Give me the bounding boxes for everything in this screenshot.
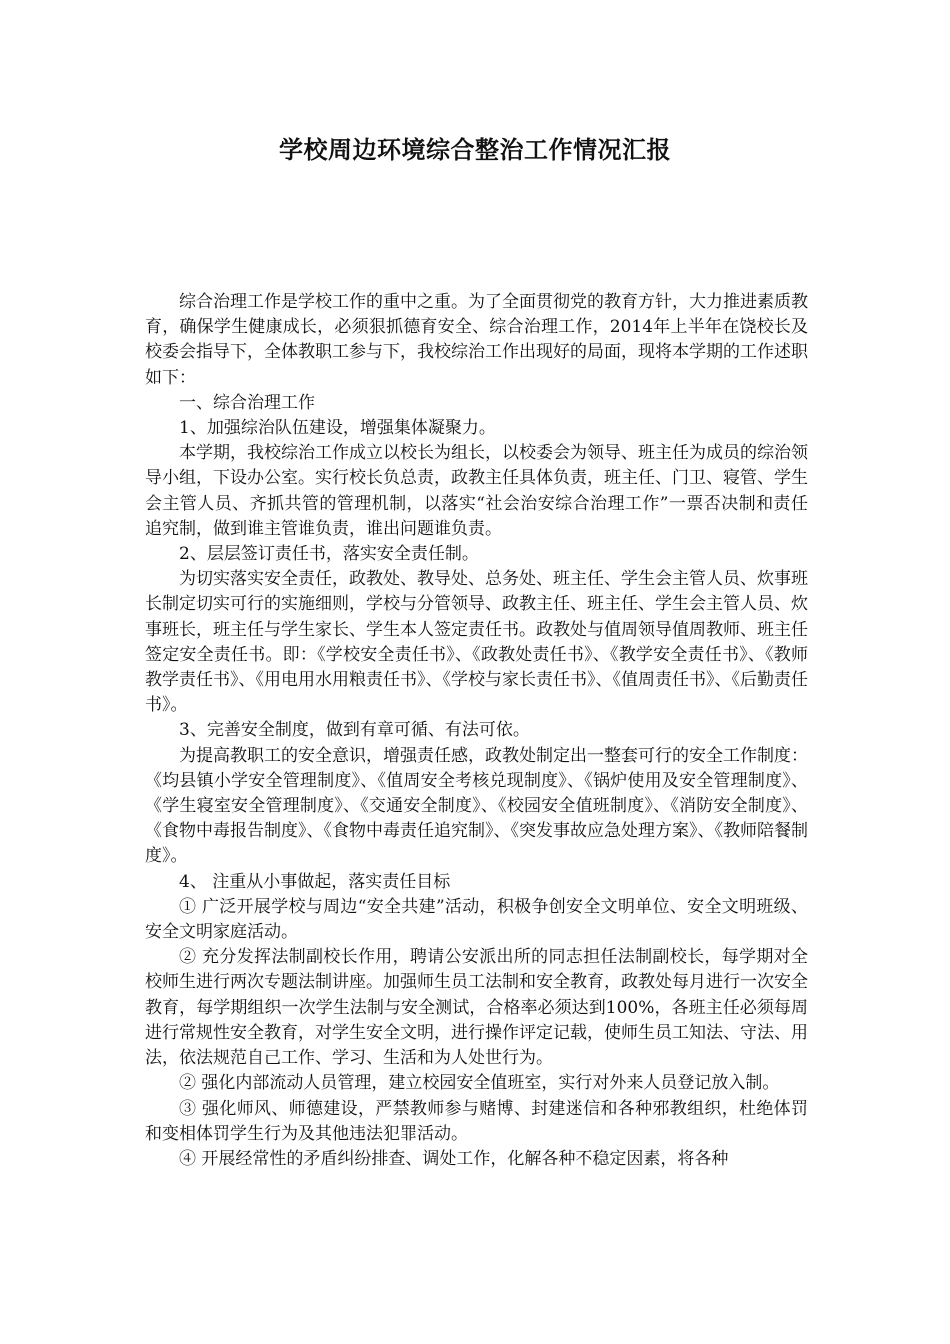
subheading-1: 1、加强综治队伍建设，增强集体凝聚力。 — [179, 418, 496, 439]
subheading-2: 2、层层签订责任书，落实安全责任制。 — [179, 544, 479, 565]
paragraph-intro: 综合治理工作是学校工作的重中之重。为了全面贯彻党的教育方针，大力推进素质教育，确保学生健康成长，必须狠抓德育安全、综合治理工作，2014年上半年在饶校长及校委会指导下，全体教职工参与下，我校综治工作出现好的局面，现将本学期的工作述职如下： — [145, 292, 808, 388]
paragraph-rules: 为提高教职工的安全意识，增强责任感，政教处制定出一整套可行的安全工作制度：《均县镇小学安全管理制度》、《值周安全考核兑现制度》、《锅炉使用及安全管理制度》、《学生寝室安全管理制度》、《交通安全制度》、《校园安全值班制度》、《消防安全制度》、《食物中毒报告制度》、《食物中毒责任追究制》、《突发事故应急处理方案》、《教师陪餐制度》。 — [145, 745, 808, 867]
paragraph-team: 本学期，我校综治工作成立以校长为组长，以校委会为领导、班主任为成员的综治领导小组，下设办公室。实行校长负总责，政教主任具体负责，班主任、门卫、寝管、学生会主管人员、齐抓共管的管理机制，以落实“社会治安综合治理工作”一票否决制和责任追究制，做到谁主管谁负责，谁出问题谁负责。 — [145, 443, 808, 539]
list-item-4: ③ 强化师风、师德建设，严禁教师参与赌博、封建迷信和各种邪教组织，杜绝体罚和变相体罚学生行为及其他违法犯罪活动。 — [145, 1098, 808, 1144]
list-item-5: ④ 开展经常性的矛盾纠纷排查、调处工作，化解各种不稳定因素，将各种 — [179, 1148, 729, 1169]
paragraph-responsibility: 为切实落实安全责任，政教处、教导处、总务处、班主任、学生会主管人员、炊事班长制定切实可行的实施细则，学校与分管领导、政教主任、班主任、学生会主管人员、炊事班长，班主任与学生家长、学生本人签定责任书。政教处与值周领导值周教师、班主任签定安全责任书。即：《学校安全责任书》、《政教处责任书》、《教学安全责任书》、《教师教学责任书》、《用电用水用粮责任书》、《学校与家长责任书》、《值周责任书》、《后勤责任书》。 — [145, 569, 808, 716]
document-title: 学校周边环境综合整治工作情况汇报 — [279, 135, 671, 164]
list-item-2: ② 充分发挥法制副校长作用，聘请公安派出所的同志担任法制副校长，每学期对全校师生进行两次专题法制讲座。加强师生员工法制和安全教育，政教处每月进行一次安全教育，每学期组织一次学生法制与安全测试，合格率必须达到100%，各班主任必须每周进行常规性安全教育，对学生安全文明，进行操作评定记载，使师生员工知法、守法、用法，依法规范自己工作、学习、生活和为人处世行为。 — [145, 947, 808, 1069]
section-heading-1: 一、综合治理工作 — [179, 392, 315, 413]
list-item-3: ② 强化内部流动人员管理，建立校园安全值班室，实行对外来人员登记放入制。 — [179, 1073, 780, 1094]
subheading-3: 3、完善安全制度，做到有章可循、有法可依。 — [179, 720, 530, 741]
list-item-1: ① 广泛开展学校与周边“安全共建”活动，积极争创安全文明单位、安全文明班级、安全文明家庭活动。 — [145, 896, 808, 943]
subheading-4: 4、 注重从小事做起，落实责任目标 — [179, 871, 451, 892]
document-body — [145, 290, 808, 1172]
